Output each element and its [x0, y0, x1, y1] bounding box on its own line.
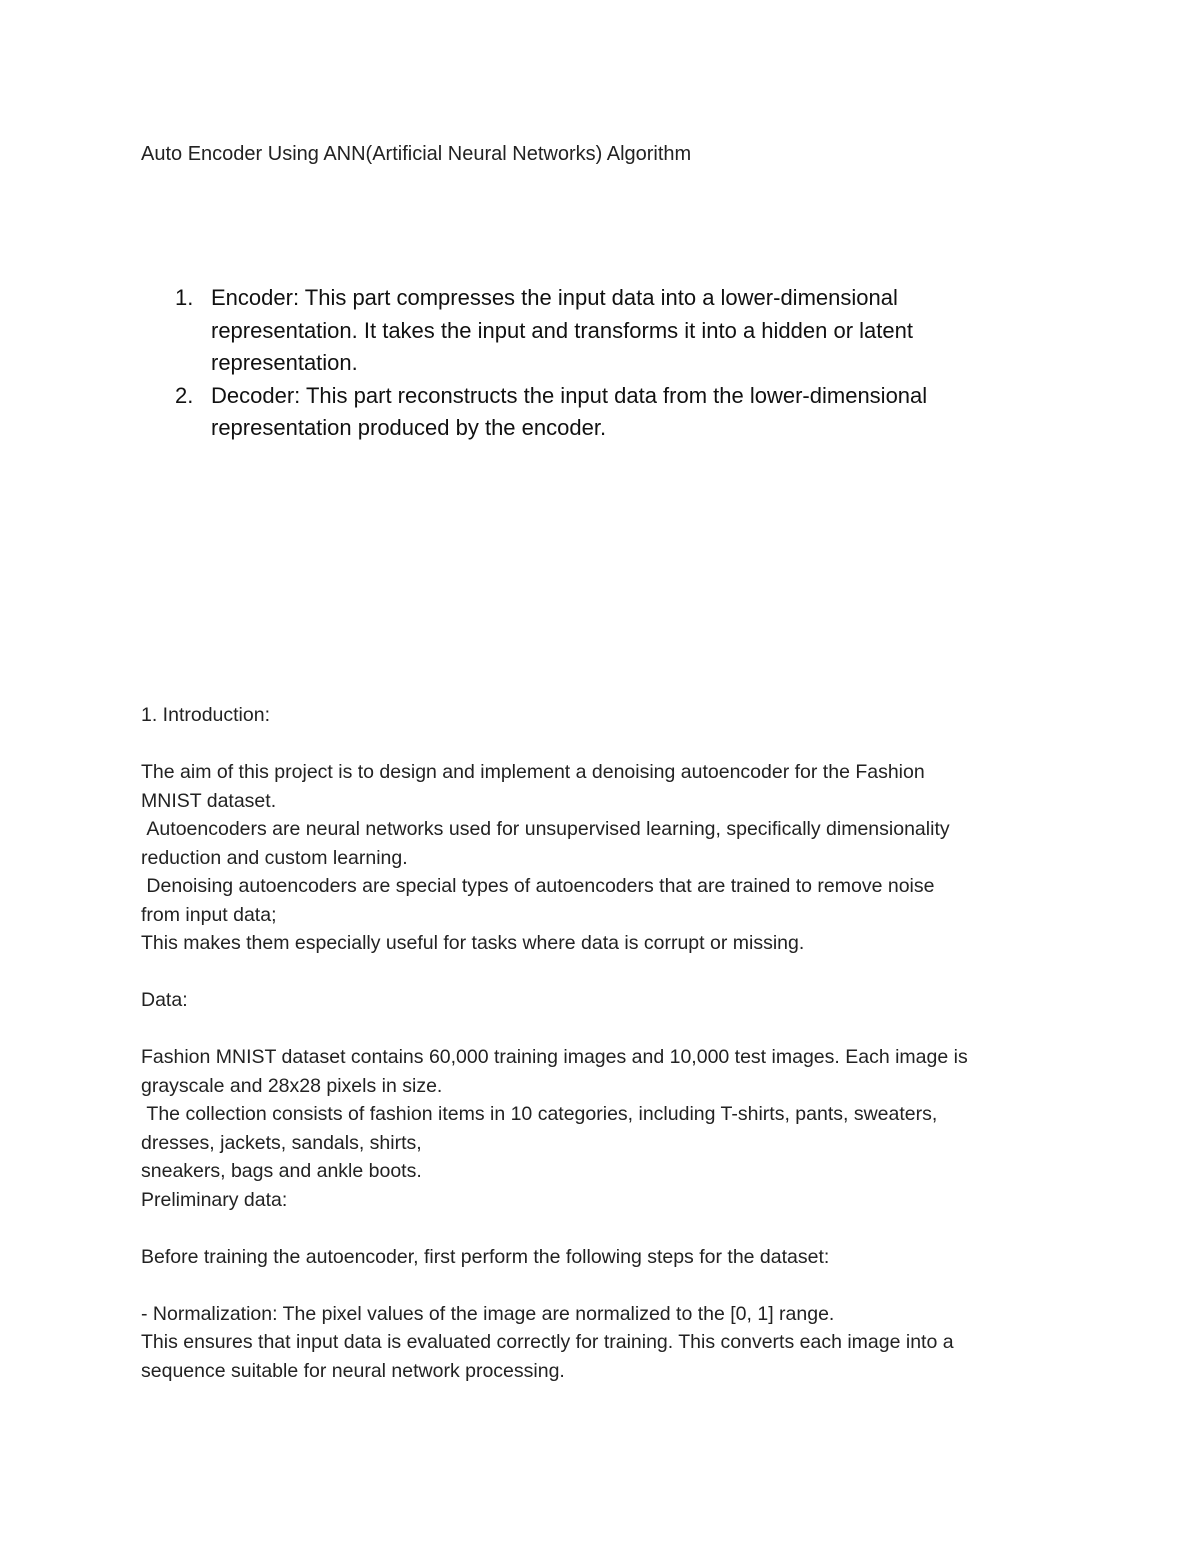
- body-line: Denoising autoencoders are special types of autoencoders that are trained to remove noise: [141, 875, 935, 897]
- list-item-decoder: [175, 380, 995, 445]
- body-line: dresses, jackets, sandals, shirts,: [141, 1131, 422, 1154]
- numbered-list: [175, 282, 995, 445]
- body-line: from input data;: [141, 903, 277, 926]
- list-item-encoder: [175, 282, 995, 380]
- list-number: 2.: [175, 382, 194, 408]
- list-text-line: representation. It takes the input and transforms it into a hidden or latent: [211, 317, 913, 343]
- document-title: Auto Encoder Using ANN(Artificial Neural Networks) Algorithm: [141, 143, 692, 165]
- body-line: MNIST dataset.: [141, 789, 277, 812]
- body-line: Preliminary data:: [141, 1188, 288, 1211]
- list-text-line: Decoder: This part reconstructs the input data from the lower-dimensional: [211, 382, 928, 408]
- blank-line: [141, 1015, 1076, 1044]
- body-line: The aim of this project is to design and implement a denoising autoencoder for the Fashion: [141, 761, 925, 783]
- body-line: reduction and custom learning.: [141, 846, 408, 869]
- blank-line: [141, 958, 1076, 987]
- body-line: The collection consists of fashion items in 10 categories, including T-shirts, pants, sweaters,: [141, 1103, 938, 1125]
- body-line: Before training the autoencoder, first perform the following steps for the dataset:: [141, 1245, 830, 1268]
- blank-line: [141, 1214, 1076, 1243]
- list-text-line: representation produced by the encoder.: [211, 415, 607, 440]
- body-line: 1. Introduction:: [141, 704, 270, 726]
- body-line: - Normalization: The pixel values of the image are normalized to the [0, 1] range.: [141, 1302, 835, 1325]
- body-line: This ensures that input data is evaluated correctly for training. This converts each image into a: [141, 1331, 954, 1353]
- blank-line: [141, 730, 1076, 759]
- body-line: grayscale and 28x28 pixels in size.: [141, 1074, 443, 1097]
- body-line: Autoencoders are neural networks used for unsupervised learning, specifically dimensionality: [141, 818, 950, 840]
- body-line: Fashion MNIST dataset contains 60,000 training images and 10,000 test images. Each image is: [141, 1046, 968, 1068]
- body-line: sequence suitable for neural network processing.: [141, 1359, 565, 1382]
- body-text: [141, 701, 1076, 1385]
- list-number: 1.: [175, 285, 194, 310]
- list-text-line: representation.: [211, 350, 358, 375]
- blank-line: [141, 1271, 1076, 1300]
- list-text-line: Encoder: This part compresses the input data into a lower-dimensional: [211, 285, 898, 310]
- body-line: Data:: [141, 989, 188, 1011]
- body-line: This makes them especially useful for tasks where data is corrupt or missing.: [141, 932, 805, 954]
- body-line: sneakers, bags and ankle boots.: [141, 1160, 422, 1182]
